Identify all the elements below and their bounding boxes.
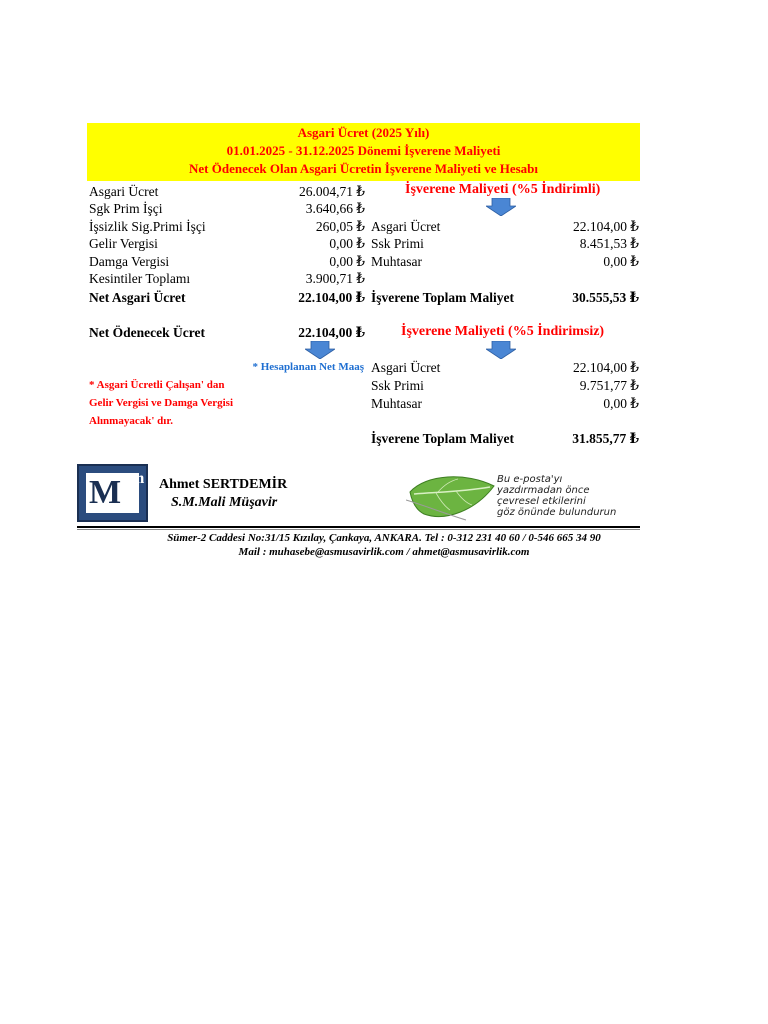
row-value: 260,05 ₺ [315, 219, 365, 234]
arrow-down-icon [486, 198, 516, 216]
row-label: Muhtasar [371, 396, 422, 411]
row-label: İşverene Toplam Maliyet [371, 290, 514, 305]
row-value: 0,00 ₺ [603, 254, 639, 269]
tax-note-line-2: Gelir Vergisi ve Damga Vergisi [89, 397, 234, 409]
tax-note-line-1: * Asgari Ücretli Çalışan' dan [89, 379, 225, 391]
row-label: Ssk Primi [371, 378, 424, 393]
footer-divider [77, 529, 640, 530]
row-value: 22.104,00 ₺ [298, 290, 365, 305]
eco-line: Bu e-posta'yı [497, 474, 563, 485]
row-value: 9.751,77 ₺ [579, 378, 639, 393]
logo-superscript: m [131, 470, 145, 487]
row-value: 8.451,53 ₺ [579, 236, 639, 251]
row-label: Gelir Vergisi [89, 236, 158, 251]
arrow-down-icon [305, 341, 335, 359]
arrow-down-icon [486, 341, 516, 359]
row-value: 22.104,00 ₺ [573, 360, 639, 375]
accountant-title: S.M.Mali Müşavir [171, 495, 278, 510]
row-label: Muhtasar [371, 254, 422, 269]
row-value: 22.104,00 ₺ [298, 325, 365, 340]
discounted-cost-heading: İşverene Maliyeti (%5 İndirimli) [405, 182, 601, 197]
row-value: 3.640,66 ₺ [305, 201, 365, 216]
row-label: Asgari Ücret [89, 184, 159, 199]
row-label: Net Ödenecek Ücret [89, 325, 205, 340]
company-logo [77, 464, 148, 522]
undiscounted-cost-heading: İşverene Maliyeti (%5 İndirimsiz) [401, 324, 605, 339]
row-label: Damga Vergisi [89, 254, 170, 269]
row-label: Kesintiler Toplamı [89, 271, 191, 286]
eco-line: göz önünde bulundurun [497, 507, 617, 518]
contact-mail: Mail : muhasebe@asmusavirlik.com / ahmet@asmusavirlik.com [238, 546, 530, 558]
eco-line: yazdırmadan önce [497, 485, 590, 496]
accountant-name: Ahmet SERTDEMİR [159, 477, 288, 492]
row-value: 3.900,71 ₺ [305, 271, 365, 286]
banner-line-1: Asgari Ücret (2025 Yılı) [297, 125, 430, 140]
row-label: Net Asgari Ücret [89, 290, 186, 305]
row-label: Asgari Ücret [371, 360, 441, 375]
row-label: İşsizlik Sig.Primi İşçi [89, 219, 206, 234]
row-value: 0,00 ₺ [603, 396, 639, 411]
eco-message [497, 474, 616, 518]
footer-divider [77, 526, 640, 528]
banner-line-2: 01.01.2025 - 31.12.2025 Dönemi İşverene Maliyeti [226, 143, 501, 158]
row-value: 22.104,00 ₺ [573, 219, 639, 234]
row-value: 26.004,71 ₺ [299, 184, 365, 199]
tax-note-line-3: Alınmayacak' dır. [89, 415, 173, 427]
leaf-icon [406, 470, 498, 522]
row-value: 0,00 ₺ [329, 254, 365, 269]
row-label: Ssk Primi [371, 236, 424, 251]
row-label: İşverene Toplam Maliyet [371, 431, 514, 446]
row-label: Sgk Prim İşçi [89, 201, 163, 216]
row-label: Asgari Ücret [371, 219, 441, 234]
row-value: 30.555,53 ₺ [572, 290, 639, 305]
eco-line: çevresel etkilerini [497, 496, 586, 507]
title-banner [87, 123, 640, 181]
row-value: 0,00 ₺ [329, 236, 365, 251]
net-salary-note: * Hesaplanan Net Maaş [252, 361, 364, 373]
logo-letter: M [86, 473, 139, 513]
worksheet [87, 123, 640, 181]
office-address: Sümer-2 Caddesi No:31/15 Kızılay, Çankaya, ANKARA. Tel : 0-312 231 40 60 / 0-546 665 34 90 [167, 532, 601, 544]
row-value: 31.855,77 ₺ [572, 431, 639, 446]
banner-line-3: Net Ödenecek Olan Asgari Ücretin İşverene Maliyeti ve Hesabı [188, 161, 539, 176]
